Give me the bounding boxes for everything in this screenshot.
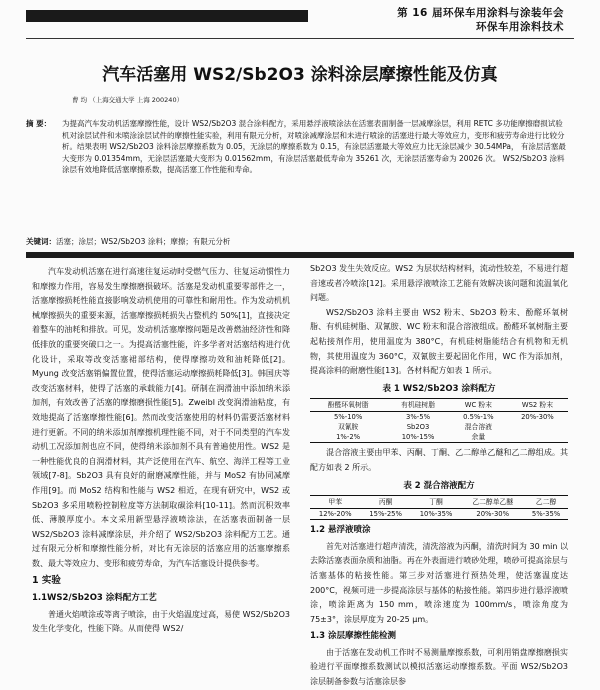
table-row	[310, 432, 568, 443]
table-header-cell: 甲苯	[310, 496, 360, 509]
table-header-row	[310, 496, 568, 509]
paragraph-1-1: 普通火焰喷涂或等离子喷涂，由于火焰温度过高，易使 WS2/Sb2O3 发生化学变化，性能下降。从而使得 WS2/	[32, 609, 290, 634]
left-column	[32, 265, 290, 637]
table-header-cell: 丁酮	[411, 496, 461, 509]
table2	[310, 495, 568, 520]
table-header-row	[310, 399, 568, 412]
table2-caption: 表 2 混合溶液配方	[403, 480, 475, 491]
table-header-cell: 乙二醇	[524, 496, 568, 509]
header-bar	[26, 10, 308, 22]
paragraph-solution: 混合溶液主要由甲苯、丙酮、丁酮、乙二醇单乙醚和乙二醇组成。其配方如表 2 所示。	[310, 448, 568, 472]
abstract-divider	[26, 252, 574, 258]
section-heading-1-1: 1.1WS2/Sb2O3 涂料配方工艺	[32, 593, 157, 604]
table-row	[310, 412, 568, 423]
paper-title: 汽车活塞用 WS2/Sb2O3 涂料涂层摩擦性能及仿真	[102, 65, 498, 85]
table-cell: 3%-5%	[406, 413, 431, 422]
intro-paragraph: 汽车发动机活塞在进行高速往复运动时受燃气压力、往复运动惯性力和摩擦力作用，容易发生摩擦磨损破坏。活塞是发动机重要零部件之一，活塞摩擦损耗性能直接影响发动机使用的可靠性和耐用性。作为发动机机械摩擦损失的重要来源，活塞摩擦损耗损失占整机约 50%[1]，直接决定着整车的油耗和排放。可见，发动机活塞摩擦问题是改善燃油经济性和降低排放的重要突破口之一。为提高活塞性能，许多学者对活塞结构进行优化设计，采取等改变活塞裙部结构，使得摩擦功效和油耗降低[2]。Myung 改变活塞销偏置位置，使得活塞运动摩擦损耗降低[3]。韩国庆等改变活塞材料，使得了活塞的承载能力[4]。研制在润滑油中添加纳米添加剂，有效改善了活塞的摩擦磨损性能[5]。Zweibl 改变润滑油粘度，有效地提高了活塞摩擦性能[6]。然而改变活塞使用的材料仍需要活塞材料进行更新。不同的纳米添加剂摩擦机理性能不同，对于不同类型的汽车发动机工况添加剂也应不同，使得纳米添加剂不具有普遍使用性。WS2 是一种性能优良的自润滑材料，其产泛使用在汽车、航空、海洋工程等工业领域[7-8]。Sb2O3 具有良好的耐磨减摩性能，并与 MoS2 有协同减摩作用[9]。而 MoS2 结构和性能与 WS2 相近，在现有研究中，WS2 或 Sb2O3 多采用喷粉控制粒度等方法制取碳涂料[10-11]。然而沉积效率低、薄膜厚度小。本文采用新型悬浮液喷涂法，在活塞表面制备一层 WS2/Sb2O3 涂料减摩涂层，并介绍了 WS2/Sb2O3 涂料配方工艺。通过有限元分析和摩擦性能分析，对比有无涂层的活塞应用的活塞摩擦系数、最大等效应力、变形和疲劳寿命，为汽车活塞设计提供参考。	[32, 267, 290, 568]
authors: 曹 均 （上海交通大学 上海 200240）	[72, 96, 184, 104]
table-row	[310, 509, 568, 520]
table-cell: 0.5%-1%	[463, 413, 494, 422]
header-line1: 第 16 届环保车用涂料与涂装年会	[397, 7, 564, 19]
table-cell: 5%-10%	[333, 413, 363, 422]
table1	[310, 398, 568, 443]
table-header-cell: 丙酮	[360, 496, 410, 509]
table-row	[310, 422, 568, 432]
section-heading-1-2: 1.2 悬浮液喷涂	[310, 525, 371, 536]
table-cell: 双氰胺	[337, 423, 359, 432]
table-cell	[507, 422, 568, 432]
abstract-label: 摘 要：	[26, 119, 52, 128]
keywords	[26, 236, 570, 247]
table-header-cell: WC 粉末	[450, 399, 507, 412]
running-header	[0, 0, 600, 40]
table-cell: 10%-15%	[386, 432, 450, 443]
table-header-cell: WS2 粉末	[507, 399, 568, 412]
header-line2: 环保车用涂料技术	[476, 21, 564, 33]
section-heading-1: 1 实验	[32, 575, 61, 587]
table-header-cell: 有机硅树脂	[386, 399, 450, 412]
table-cell: 1%-2%	[310, 432, 386, 443]
paragraph-materials: WS2/Sb2O3 涂料主要由 WS2 粉末、Sb2O3 粉末、酚醛环氧树脂、有机硅树脂、双氰胺、WC 粉末和混合溶液组成。酚醛环氧树脂主要起粘接剂作用，使用温度为 380°C，有机硅树脂能结合有机物和无机物，其使用温度为 360°C，双氰胺主要起固化作用，WC 作为添加剂，提高涂料的耐磨性能[13]。各材料配方如表 1 所示。	[310, 307, 568, 376]
header-divider	[26, 38, 574, 39]
paragraph-continued: Sb2O3 发生失效反应。WS2 为层状结构材料，流动性较差，不易进行超音速或者冷喷涂[12]。采用悬浮液喷涂工艺能有效解决该问题和流温氧化问题。	[310, 264, 568, 303]
keywords-label: 关键词：	[26, 237, 56, 246]
keywords-text: 活塞；涂层；WS2/Sb2O3 涂料；摩擦；有限元分析	[56, 237, 231, 246]
right-column	[310, 262, 568, 690]
table-cell	[507, 432, 568, 443]
table-cell: 15%-25%	[360, 509, 410, 520]
abstract-text: 为提高汽车发动机活塞摩擦性能，设计 WS2/Sb2O3 混合涂料配方，采用悬浮液喷涂法在活塞表面制备一层减摩涂层，利用 RETC 多功能摩擦磨损试验机对涂层试件和未喷涂涂层试件的摩擦性能实验，利用有限元分析，对喷涂减摩涂层和未进行喷涂的活塞进行最大等效应力，变形和疲劳寿命进行比较分析。结果表明 WS2/Sb2O3 涂料涂层摩擦系数为 0.05，无涂层的摩擦系数为 0.15，有涂层活塞最大等效应力比无涂层减少 30.54MPa， 有涂层活塞最大变形为 0.01354mm，无涂层活塞最大变形为 0.01562mm，有涂层活塞最低寿命为 35261 次，无涂层活塞寿命为 20026 次。 WS2/Sb2O3 涂料涂层有效地降低活塞摩擦系数，提高活塞工作性能和寿命。	[62, 119, 566, 175]
table-cell: 20%-30%	[461, 509, 524, 520]
table-header-cell: 酚醛环氧树脂	[310, 399, 386, 412]
abstract	[26, 118, 570, 176]
header-text	[397, 6, 564, 34]
table-cell: 混合溶液	[464, 423, 492, 432]
paragraph-1-2: 首先对活塞进行超声清洗，清洗溶液为丙酮，清洗时间为 30 min 以去除活塞表面杂质和油脂。再在外表面进行喷砂处理，喷砂可提高涂层与活塞基体的粘接性能。第三步对活塞进行预热处理，使活塞温度达 200°C，视频可进一步提高涂层与基体的粘接性能。第四步进行悬浮液喷涂，喷涂距离为 150 mm，喷涂速度为 100mm/s，喷涂角度为 75±3°，涂层厚度为 20-25 μm。	[310, 541, 568, 624]
paragraph-1-3: 由于活塞在发动机工作时不易测量摩擦系数，可利用销盘摩擦磨损实验进行平面摩擦系数测试以模拟活塞运动摩擦系数。平面 WS2/Sb2O3 涂层制备参数与活塞涂层参	[310, 647, 568, 687]
table-cell: Sb2O3	[406, 423, 430, 432]
table1-caption: 表 1 WS2/Sb2O3 涂料配方	[382, 383, 496, 394]
section-heading-1-3: 1.3 涂层摩擦性能检测	[310, 631, 397, 642]
table-cell: 20%-30%	[521, 413, 554, 422]
table-cell: 5%-35%	[524, 509, 568, 520]
table-header-cell: 乙二醇单乙醚	[461, 496, 524, 509]
table-cell: 12%-20%	[310, 509, 360, 520]
table-cell: 余量	[450, 432, 507, 443]
table-cell: 10%-35%	[411, 509, 461, 520]
